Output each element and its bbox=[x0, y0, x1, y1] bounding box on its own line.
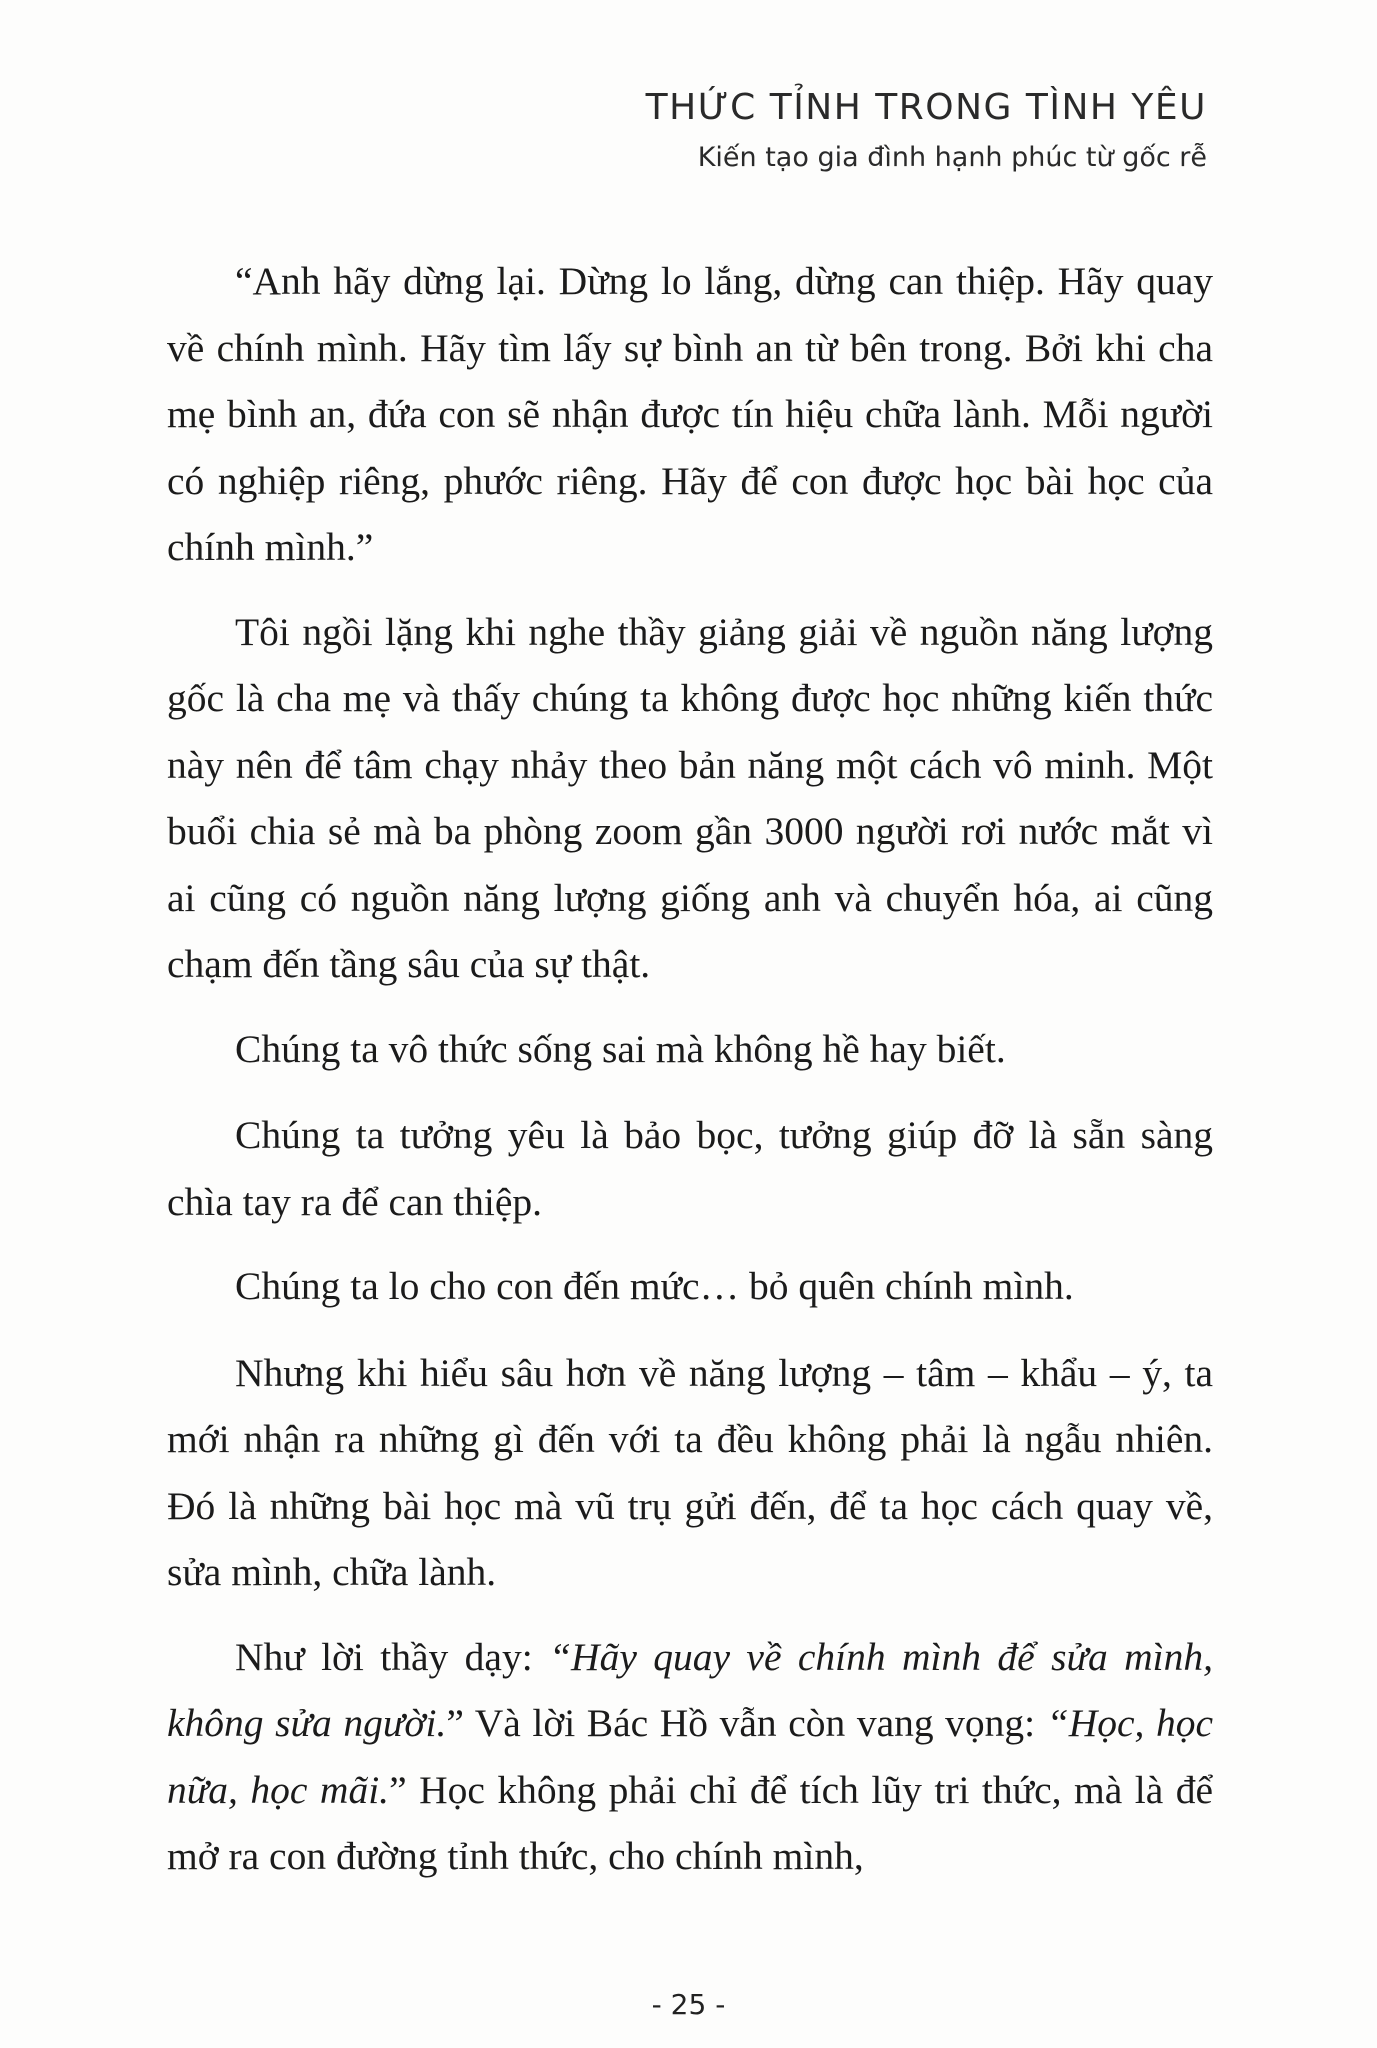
paragraph-protect: Chúng ta tưởng yêu là bảo bọc, tưởng giúp đỡ là sẵn sàng chìa tay ra để can thiệp. bbox=[167, 1113, 1213, 1224]
paragraph-quote-advice: “Anh hãy dừng lại. Dừng lo lắng, dừng can thiệp. Hãy quay về chính mình. Hãy tìm lấy sự bình an từ bên trong. Bởi khi cha mẹ bình an, đứa con sẽ nhận được tín hiệu chữa lành. Mỗi người có nghiệp riêng, phước riêng. Hãy để con được học bài học của chính mình.” bbox=[167, 259, 1213, 569]
uncle-ho-quote: “Học, học nữa, học mãi. bbox=[167, 1701, 1214, 1812]
teacher-quote: “Hãy quay về chính mình để sửa mình, không sửa người. bbox=[167, 1634, 1213, 1745]
lessons-mid: ” Và lời Bác Hồ vẫn còn vang vọng: bbox=[446, 1701, 1047, 1745]
running-header bbox=[646, 82, 1207, 178]
paragraph-forget-self: Chúng ta lo cho con đến mức… bỏ quên chính mình. bbox=[235, 1264, 1074, 1308]
book-subtitle: Kiến tạo gia đình hạnh phúc từ gốc rễ bbox=[697, 142, 1207, 173]
paragraph-teaching: Tôi ngồi lặng khi nghe thầy giảng giải về nguồn năng lượng gốc là cha mẹ và thấy chúng ta không được học những kiến thức này nên để tâm chạy nhảy theo bản năng một cách vô minh. Một buổi chia sẻ mà ba phòng zoom gần 3000 người rơi nước mắt vì ai cũng có nguồn năng lượng giống anh và chuyển hóa, ai cũng chạm đến tầng sâu của sự thật. bbox=[167, 609, 1213, 986]
body-text bbox=[167, 248, 1213, 1908]
lessons-lead: Như lời thầy dạy: bbox=[235, 1634, 550, 1679]
page-number: - 25 - bbox=[651, 1988, 726, 2021]
lessons-tail: ” Học không phải chỉ để tích lũy tri thức, mà là để mở ra con đường tỉnh thức, cho chính mình, bbox=[167, 1767, 1213, 1878]
paragraph-unconscious: Chúng ta vô thức sống sai mà không hề hay biết. bbox=[235, 1026, 1006, 1071]
paragraph-energy: Nhưng khi hiểu sâu hơn về năng lượng – tâm – khẩu – ý, ta mới nhận ra những gì đến với ta đều không phải là ngẫu nhiên. Đó là những bài học mà vũ trụ gửi đến, để ta học cách quay về, sửa mình, chữa lành. bbox=[167, 1350, 1213, 1594]
book-title: THỨC TỈNH TRONG TÌNH YÊU bbox=[645, 87, 1207, 128]
paragraph-lessons bbox=[167, 1624, 1213, 1890]
